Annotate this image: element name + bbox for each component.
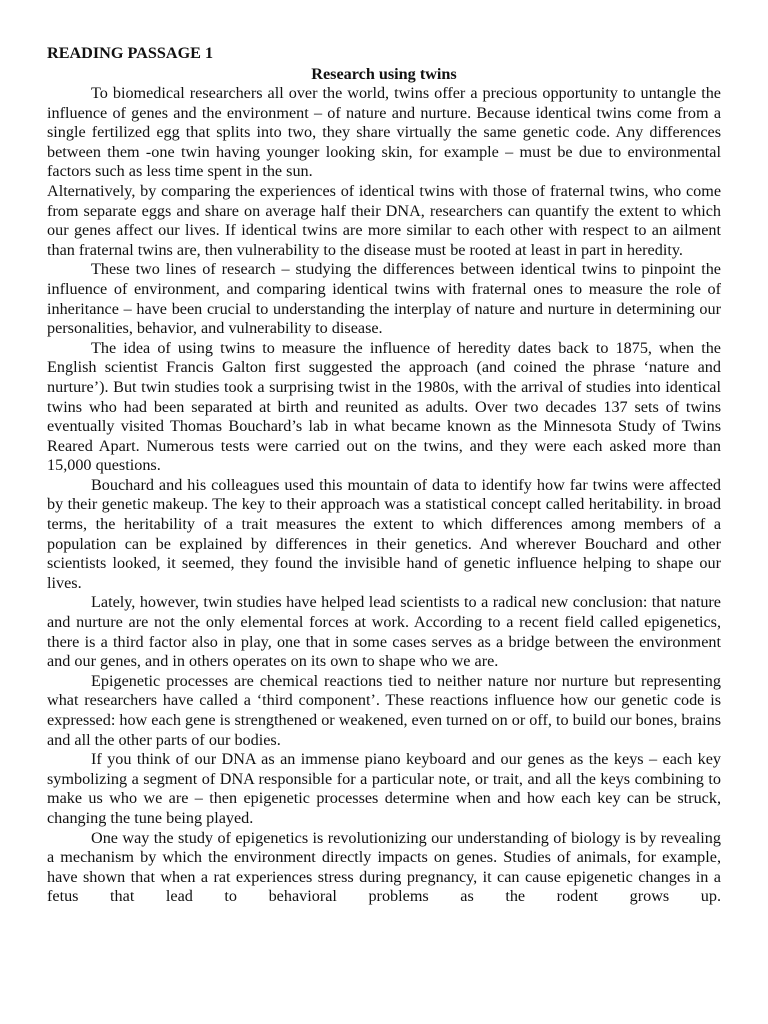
paragraph-2: Alternatively, by comparing the experiences of identical twins with those of fraternal twins, who come from separate eggs and share on average half their DNA, researchers can quantify the extent to which our genes affect our lives. If identical twins are more similar to each other with respect to an ailment than fraternal twins are, then vulnerability to the disease must be rooted at least in part in heredity. bbox=[47, 181, 721, 259]
passage-title: Research using twins bbox=[311, 65, 457, 83]
paragraph-5: Bouchard and his colleagues used this mountain of data to identify how far twins were affected by their genetic makeup. The key to their approach was a statistical concept called heritability. in broad terms, the heritability of a trait measures the extent to which differences among members of a population can be explained by differences in their genetics. And wherever Bouchard and other scientists looked, it seemed, they found the invisible hand of genetic influence helping to shape our lives. bbox=[47, 475, 721, 592]
paragraph-8: If you think of our DNA as an immense piano keyboard and our genes as the keys – each key symbolizing a segment of DNA responsible for a particular note, or trait, and all the keys combining to make us who we are – then epigenetic processes determine when and how each key can be struck, changing the tune being played. bbox=[47, 750, 721, 827]
paragraph-6: Lately, however, twin studies have helped lead scientists to a radical new conclusion: that nature and nurture are not the only elemental forces at work. According to a recent field called epigenetics, there is a third factor also in play, one that in some cases serves as a bridge between the environment and our genes, and in others operates on its own to shape who we are. bbox=[47, 593, 721, 671]
section-heading: READING PASSAGE 1 bbox=[47, 44, 214, 62]
paragraph-4: The idea of using twins to measure the influence of heredity dates back to 1875, when the English scientist Francis Galton first suggested the approach (and coined the phrase ‘nature and nurture’). But twin studies took a surprising twist in the 1980s, with the arrival of studies into identical twins who had been separated at birth and reunited as adults. Over two decades 137 sets of twins eventually visited Thomas Bouchard’s lab in what became known as the Minnesota Study of Twins Reared Apart. Numerous tests were carried out on the twins, and they were each asked more than 15,000 questions. bbox=[47, 338, 721, 475]
reading-passage-page bbox=[47, 43, 721, 907]
paragraph-1: To biomedical researchers all over the world, twins offer a precious opportunity to untangle the influence of genes and the environment – of nature and nurture. Because identical twins come from a single fertilized egg that splits into two, they share virtually the same genetic code. Any differences between them -one twin having younger looking skin, for example – must be due to environmental factors such as less time spent in the sun. bbox=[47, 84, 721, 181]
paragraph-9: One way the study of epigenetics is revolutionizing our understanding of biology is by revealing a mechanism by which the environment directly impacts on genes. Studies of animals, for example, have shown that when a rat experiences stress during pregnancy, it can cause epigenetic changes in a fetus that lead to behavioral problems as the rodent grows up. bbox=[47, 828, 721, 906]
paragraph-3: These two lines of research – studying the differences between identical twins to pinpoint the influence of environment, and comparing identical twins with fraternal ones to measure the role of inheritance – have been crucial to understanding the interplay of nature and nurture in determining our personalities, behavior, and vulnerability to disease. bbox=[47, 260, 721, 338]
paragraph-7: Epigenetic processes are chemical reactions tied to neither nature nor nurture but representing what researchers have called a ‘third component’. These reactions influence how our genetic code is expressed: how each gene is strengthened or weakened, even turned on or off, to build our bones, brains and all the other parts of our bodies. bbox=[47, 671, 721, 749]
